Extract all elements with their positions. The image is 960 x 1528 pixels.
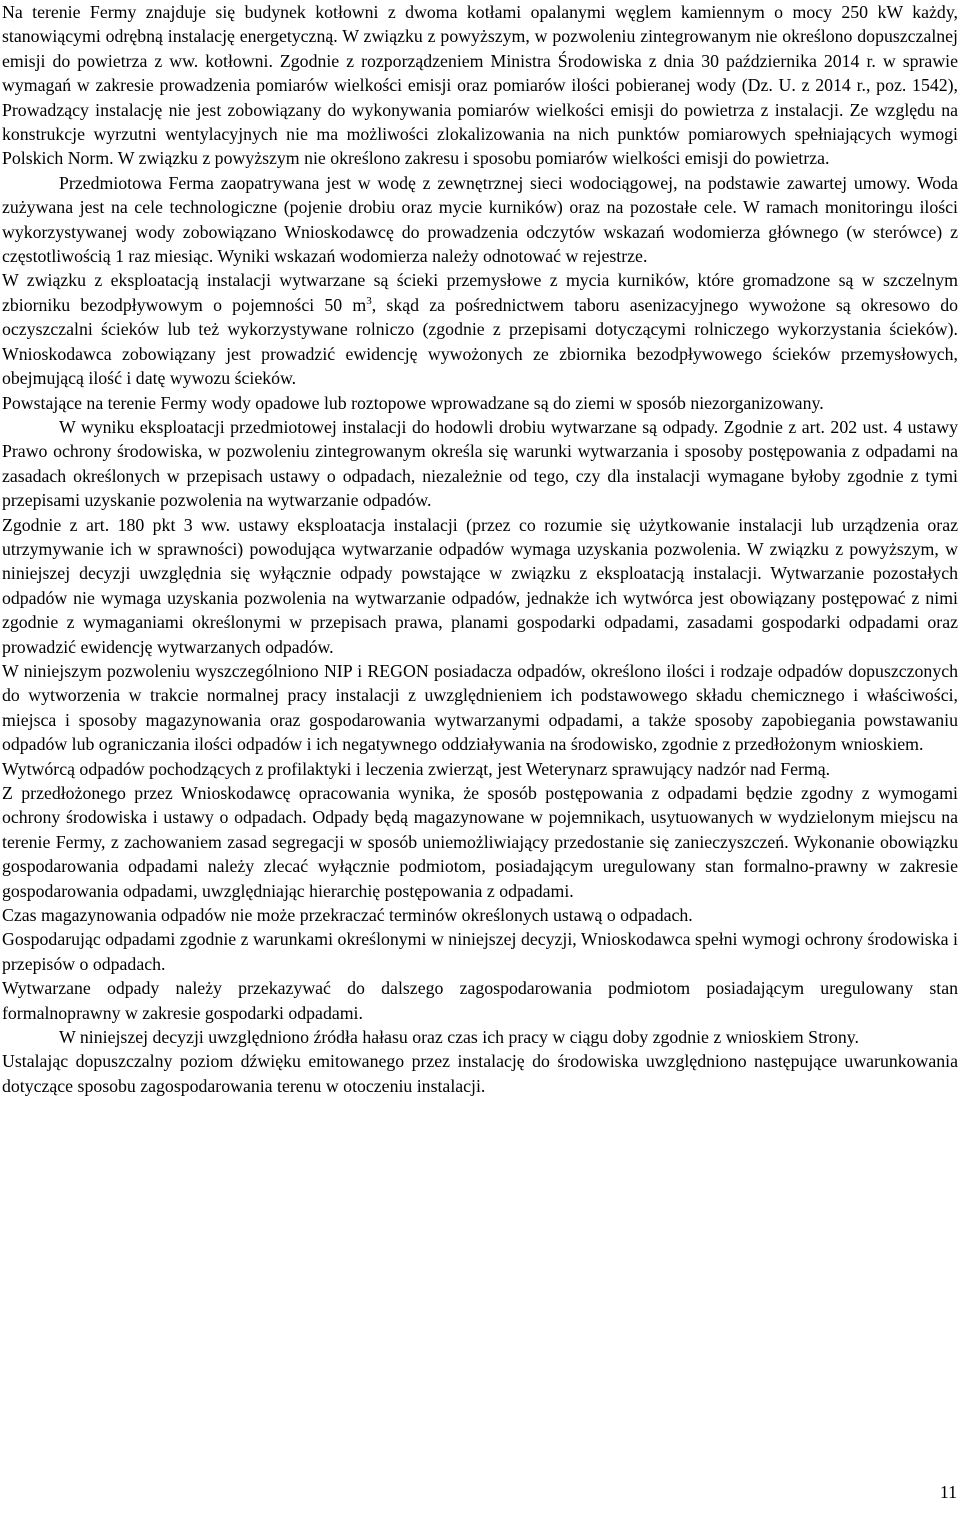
wastewater-text-start: W związku z eksploatacją instalacji wytwarzane są ścieki przemysłowe z mycia kurników, które gromadzone są w szczelnym zbiorniku bezodpływowym o pojemności 50 m	[2, 270, 958, 315]
document-body	[2, 0, 958, 1098]
paragraph-veterinary-waste: Wytwórcą odpadów pochodzących z profilaktyki i leczenia zwierząt, jest Weterynarz sprawujący nadzór nad Fermą.	[2, 758, 831, 779]
paragraph-waste-permit-requirements: Zgodnie z art. 180 pkt 3 ww. ustawy eksploatacja instalacji (przez co rozumie się użytkowanie instalacji lub urządzenia oraz utrzymywanie ich w sprawności) powodująca wytwarzanie odpadów wymaga uzyskania pozwolenia. W związku z powyższym, w niniejszej decyzji uwzględnia się wyłącznie odpady powstające w związku z eksploatacją instalacji. Wytwarzanie pozostałych odpadów nie wymaga uzyskania pozwolenia na wytwarzanie odpadów, jednakże ich wytwórca jest obowiązany postępować z nimi zgodnie z wymaganiami określonymi w przepisach prawa, planami gospodarki odpadami, zasadami gospodarki odpadami oraz prowadzić ewidencję wytwarzanych odpadów.	[2, 514, 958, 657]
paragraph-water-supply: Przedmiotowa Ferma zaopatrywana jest w wodę z zewnętrznej sieci wodociągowej, na podstawie zawartej umowy. Woda zużywana jest na cele technologiczne (pojenie drobiu oraz mycie kurników) oraz na pozostałe cele. W ramach monitoringu ilości wykorzystywanej wody zobowiązano Wnioskodawcę do prowadzenia odczytów wskazań wodomierza głównego (w sterówce) z częstotliwością 1 raz miesiąc. Wyniki wskazań wodomierza należy odnotować w rejestrze.	[2, 172, 958, 267]
paragraph-waste-transfer: Wytwarzane odpady należy przekazywać do dalszego zagospodarowania podmiotom posiadającym uregulowany stan formalnoprawny w zakresie gospodarki odpadami.	[2, 978, 958, 1023]
paragraph-waste-specification: W niniejszym pozwoleniu wyszczególniono NIP i REGON posiadacza odpadów, określono ilości i rodzaje odpadów dopuszczonych do wytworzenia w trakcie normalnej pracy instalacji z uwzględnieniem ich podstawowego składu chemicznego i właściwości, miejsca i sposoby magazynowania oraz gospodarowania wytwarzanymi odpadami, a także sposoby zapobiegania powstawaniu odpadów lub ograniczania ilości odpadów i ich negatywnego oddziaływania na środowisko, zgodnie z przedłożonym wnioskiem.	[2, 660, 958, 755]
paragraph-waste-compliance: Gospodarując odpadami zgodnie z warunkami określonymi w niniejszej decyzji, Wnioskodawca spełni wymogi ochrony środowiska i przepisów o odpadach.	[2, 929, 958, 974]
paragraph-waste-management: Z przedłożonego przez Wnioskodawcę opracowania wynika, że sposób postępowania z odpadami będzie zgodny z wymogami ochrony środowiska i ustawy o odpadach. Odpady będą magazynowane w pojemnikach, usytuowanych w wydzielonym miejscu na terenie Fermy, z zachowaniem zasad segregacji w sposób uniemożliwiający przedostanie się zanieczyszczeń. Wykonanie obowiązku gospodarowania odpadami należy zlecać wyłącznie podmiotom, posiadającym uregulowany stan formalno-prawny w zakresie gospodarowania odpadami, uwzględniając hierarchię postępowania z odpadami.	[2, 783, 958, 901]
paragraph-rainwater: Powstające na terenie Fermy wody opadowe lub roztopowe wprowadzane są do ziemi w sposób niezorganizowany.	[2, 392, 824, 413]
paragraph-boiler-house-emissions: Na terenie Fermy znajduje się budynek kotłowni z dwoma kotłami opalanymi węglem kamiennym o mocy 250 kW każdy, stanowiącymi odrębną instalację energetyczną. W związku z powyższym, w pozwoleniu zintegrowanym nie określono dopuszczalnej emisji do powietrza z ww. kotłowni. Zgodnie z rozporządzeniem Ministra Środowiska z dnia 30 października 2014 r. w sprawie wymagań w zakresie prowadzenia pomiarów wielkości emisji oraz pomiarów ilości pobieranej wody (Dz. U. z 2014 r., poz. 1542), Prowadzący instalację nie jest zobowiązany do wykonywania pomiarów wielkości emisji do powietrza z instalacji. Ze względu na konstrukcje wyrzutni wentylacyjnych nie ma możliwości zlokalizowania na nich punktów pomiarowych spełniających wymogi Polskich Norm. W związku z powyższym nie określono zakresu i sposobu pomiarów wielkości emisji do powietrza.	[2, 2, 958, 169]
paragraph-waste-generation: W wyniku eksploatacji przedmiotowej instalacji do hodowli drobiu wytwarzane są odpady. Zgodnie z art. 202 ust. 4 ustawy Prawo ochrony środowiska, w pozwoleniu zintegrowanym określa się warunki wytwarzania i sposoby postępowania z odpadami na zasadach określonych w przepisach ustawy o odpadach, niezależnie od tego, czy dla instalacji wymagane byłoby zgodnie z tymi przepisami uzyskanie pozwolenia na wytwarzanie odpadów.	[2, 416, 958, 511]
paragraph-noise-sources: W niniejszej decyzji uwzględniono źródła hałasu oraz czas ich pracy w ciągu doby zgodnie z wnioskiem Strony.	[59, 1027, 859, 1048]
paragraph-industrial-wastewater	[2, 268, 958, 390]
wastewater-text-end: , skąd za pośrednictwem taboru asenizacyjnego wywożone są okresowo do oczyszczalni ścieków lub też wykorzystywane rolniczo (zgodnie z przepisami dotyczącymi rolniczego wykorzystania ścieków). Wnioskodawca zobowiązany jest prowadzić ewidencję wywożonych ze zbiornika bezodpływowego ścieków przemysłowych, obejmującą ilość i datę wywozu ścieków.	[2, 294, 958, 389]
cubic-superscript: 3	[366, 294, 372, 307]
paragraph-waste-storage-time: Czas magazynowania odpadów nie może przekraczać terminów określonych ustawą o odpadach.	[2, 905, 693, 926]
paragraph-noise-levels: Ustalając dopuszczalny poziom dźwięku emitowanego przez instalację do środowiska uwzględniono następujące uwarunkowania dotyczące sposobu zagospodarowania terenu w otoczeniu instalacji.	[2, 1051, 958, 1096]
page-number: 11	[939, 1482, 957, 1502]
